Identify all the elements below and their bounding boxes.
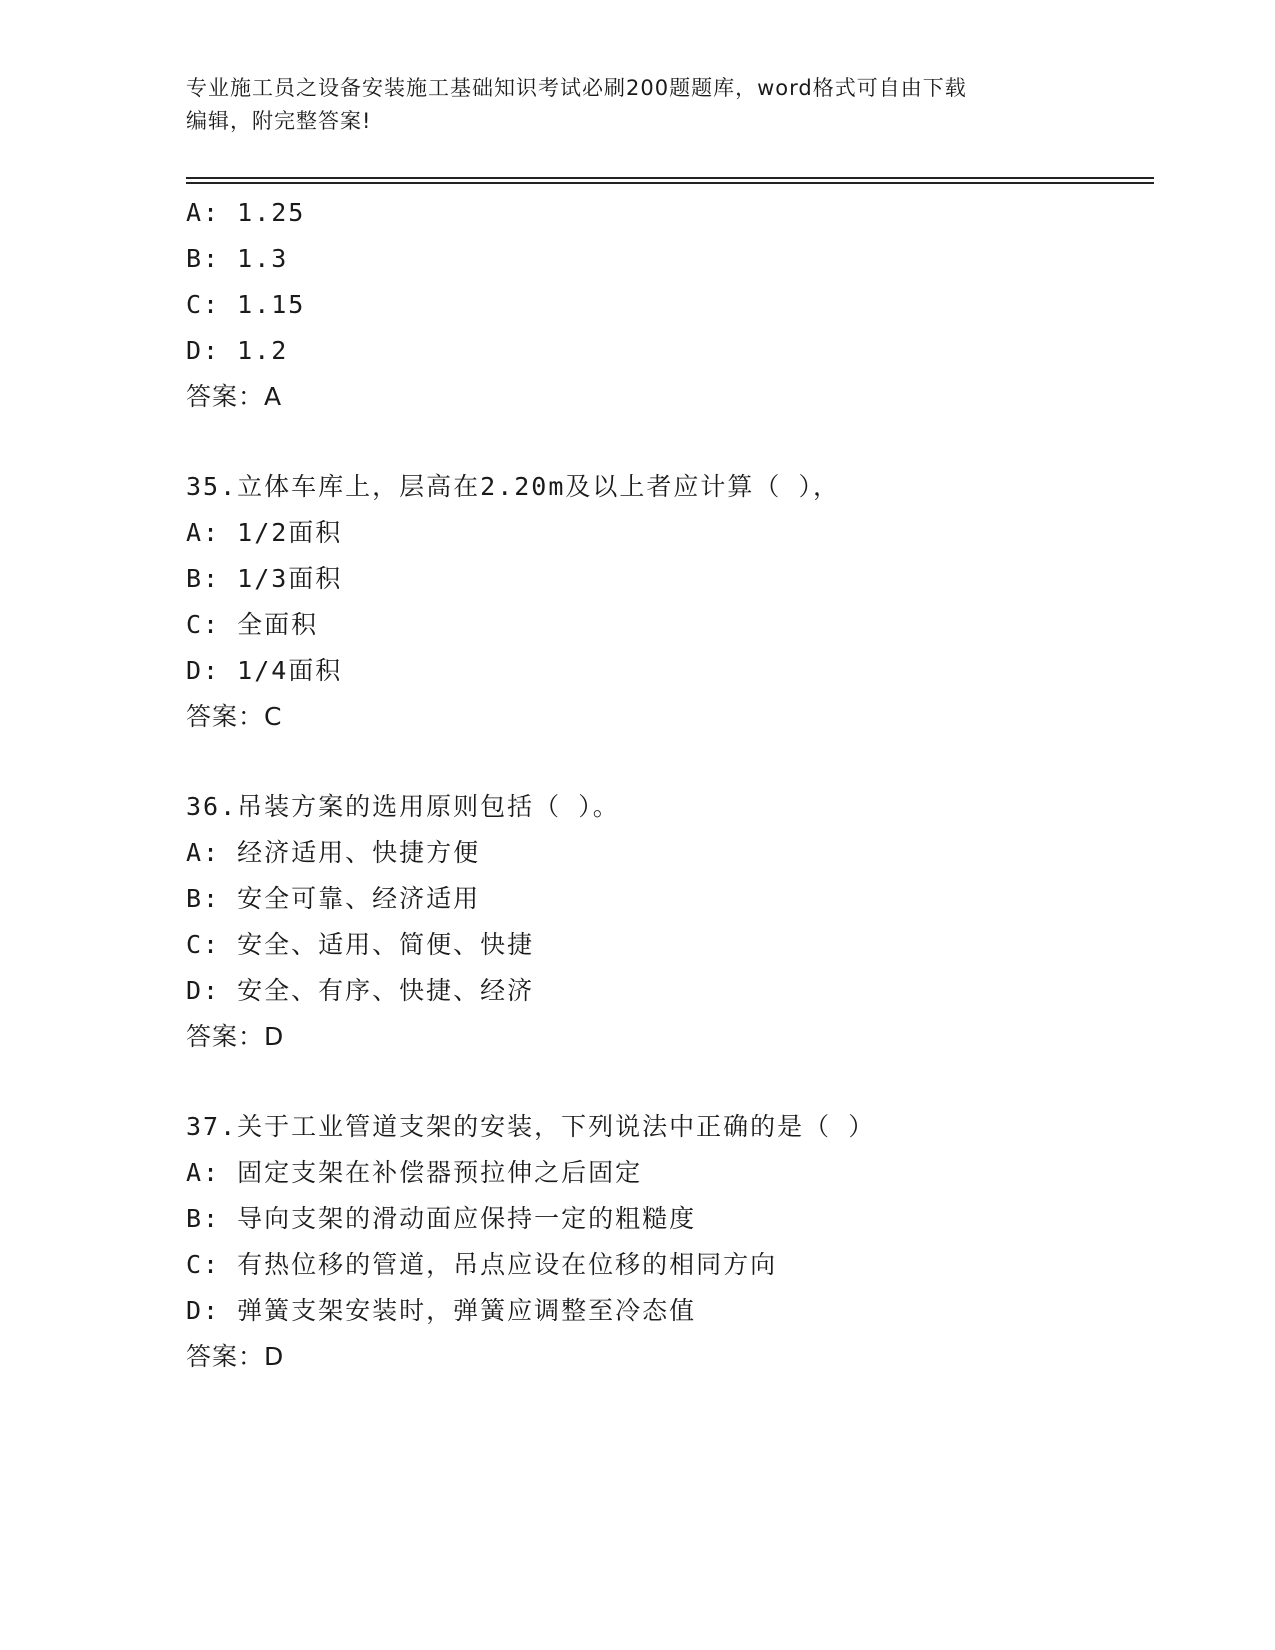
option-b: B: 1/3面积 [186,564,343,593]
question-37 [186,1104,1154,1380]
option-d: D: 1.2 [186,336,289,365]
question-stem: 36.吊装方案的选用原则包括（ ）。 [186,792,620,821]
header-rule-top [186,177,1154,179]
answer: 答案：D [186,1342,285,1371]
header-line-1: 专业施工员之设备安装施工基础知识考试必刷200题题库，word格式可自由下载 [186,76,967,100]
answer: 答案：C [186,702,283,731]
option-a: A: 1.25 [186,198,306,227]
option-a: A: 经济适用、快捷方便 [186,838,481,867]
option-c: C: 安全、适用、简便、快捷 [186,930,535,959]
header-line-2: 编辑，附完整答案! [186,109,372,133]
option-a: A: 固定支架在补偿器预拉伸之后固定 [186,1158,643,1187]
option-d: D: 安全、有序、快捷、经济 [186,976,535,1005]
option-b: B: 1.3 [186,244,289,273]
option-b: B: 导向支架的滑动面应保持一定的粗糙度 [186,1204,697,1233]
question-stem: 35.立体车库上，层高在2.20m及以上者应计算（ ）， [186,472,840,501]
option-c: C: 1.15 [186,290,306,319]
document-header [186,72,1086,138]
question-list [186,190,1154,1380]
answer: 答案：A [186,382,283,411]
option-b: B: 安全可靠、经济适用 [186,884,481,913]
header-rule-bottom [186,182,1154,184]
option-d: D: 弹簧支架安装时，弹簧应调整至冷态值 [186,1296,697,1325]
question-stem: 37.关于工业管道支架的安装，下列说法中正确的是（ ） [186,1112,876,1141]
answer: 答案：D [186,1022,285,1051]
question-36 [186,784,1154,1060]
option-c: C: 有热位移的管道，吊点应设在位移的相同方向 [186,1250,778,1279]
question-35 [186,464,1154,740]
question-34-tail [186,190,1154,420]
option-d: D: 1/4面积 [186,656,343,685]
option-c: C: 全面积 [186,610,319,639]
option-a: A: 1/2面积 [186,518,343,547]
